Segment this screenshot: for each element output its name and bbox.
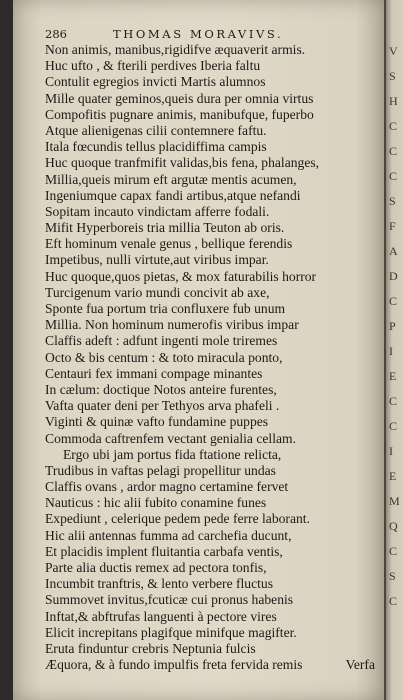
- verse-line: Sponte fua portum tria confluxere fub unum: [45, 301, 286, 316]
- verse-line: Commoda caftrenfem vectant genialia cellam.: [45, 430, 296, 446]
- margin-letter: E: [389, 369, 397, 383]
- verse-line: Trudibus in vaftas pelagi propellitur undas: [45, 462, 276, 478]
- verse-line: Inftat,& abftrufas languenti à pectore vires: [45, 608, 277, 624]
- verse-line: Et placidis implent fluitantia carbafa ventis,: [45, 543, 283, 559]
- verse-line: Millia,queis mirum eft argutæ mentis acumen,: [45, 171, 297, 187]
- verse-line: Mille quater geminos,queis dura per omnia virtus: [45, 90, 314, 106]
- margin-letter: P: [389, 319, 396, 333]
- verse-line: Claffis adeft : adfunt ingenti mole triremes: [45, 333, 278, 349]
- verse-line: Huc ufto , & fterili perdives Iberia faltu: [45, 58, 261, 74]
- margin-letter: H: [389, 94, 398, 108]
- verse-line: Vafta quater deni per Tethyos arva phafeli .: [45, 398, 280, 414]
- verse-line: Incumbit tranftris, & lento verbere fluctus: [45, 576, 274, 592]
- verse-line: Nauticus : hic alii fubito conamine funes: [45, 495, 267, 511]
- verse-line: Millia. Non hominum numerofis viribus impar: [45, 317, 299, 333]
- verse-line: Non animis, manibus,rigidifve æquaverit armis.: [45, 42, 306, 57]
- verse-line: Itala fœcundis tellus placidiffima campis: [45, 139, 267, 155]
- verse-line: Sopitam incauto vindictam afferre fodali.: [45, 203, 270, 219]
- verse-line: Viginti & quinæ vafto fundamine puppes: [45, 414, 269, 430]
- facing-page-margin-letters: [389, 44, 403, 619]
- verse-line: Summovet invitus,fcuticæ cui pronus habenis: [45, 592, 294, 608]
- margin-letter: F: [389, 219, 396, 233]
- margin-letter: S: [389, 569, 396, 583]
- verse-line: In cælum: doctique Notos anteire furentes,: [45, 381, 277, 397]
- margin-letter: S: [389, 69, 396, 83]
- running-head: [45, 27, 375, 43]
- verse-line: Eruta finduntur crebris Neptunia fulcis: [45, 640, 256, 656]
- verse-line: Huc quoque,quos pietas, & mox faturabilis horror: [45, 268, 317, 284]
- margin-letter: V: [389, 44, 398, 58]
- verse-line: Contulit egregios invicti Martis alumnos: [45, 74, 266, 90]
- verse-text: [45, 42, 381, 673]
- verse-line: Compofitis pugnare animis, manibufque, fuperbo: [45, 106, 314, 122]
- margin-letter: A: [389, 244, 398, 258]
- verse-line: Mifit Hyperboreis tria millia Teuton ab oris.: [45, 220, 285, 236]
- verse-line: Ergo ubi jam portus fida ftatione relicta,: [63, 446, 282, 462]
- verse-line: Centauri fex immani compage minantes: [45, 365, 263, 381]
- verse-line: Eft hominum venale genus , bellique ferendis: [45, 236, 293, 252]
- verse-line: Parte alia ductis remex ad pectora tonfis,: [45, 560, 267, 575]
- margin-letter: C: [389, 594, 398, 608]
- verse-line: Ingeniumque capax fandi artibus,atque nefandi: [45, 187, 301, 203]
- verse-line: Hic alii antennas fumma ad carchefia ducunt,: [45, 527, 292, 543]
- verse-line: Expediunt , celerique pedem pede ferre laborant.: [45, 511, 310, 527]
- margin-letter: I: [389, 444, 393, 458]
- catchword: Verfa: [345, 657, 375, 672]
- verse-line: Elicit increpitans plagifque minifque magifter.: [45, 624, 297, 640]
- verse-line: Claffis ovans , ardor magno certamine fervet: [45, 479, 289, 495]
- margin-letter: C: [389, 394, 398, 408]
- verse-line: Octo & bis centum : & toto miracula ponto,: [45, 349, 283, 365]
- margin-letter: D: [389, 269, 398, 283]
- verse-line: Atque alienigenas cilii contemnere faftu.: [45, 122, 267, 138]
- margin-letter: M: [389, 494, 400, 508]
- margin-letter: S: [389, 194, 396, 208]
- margin-letter: C: [389, 144, 398, 158]
- margin-letter: C: [389, 419, 398, 433]
- page-number: 286: [45, 27, 67, 41]
- margin-letter: E: [389, 469, 397, 483]
- margin-letter: C: [389, 169, 398, 183]
- margin-letter: C: [389, 294, 398, 308]
- verse-line: Huc quoque tranfmifit validas,bis fena, phalanges,: [45, 155, 320, 171]
- margin-letter: C: [389, 544, 398, 558]
- margin-letter: C: [389, 119, 398, 133]
- running-title: THOMAS MORAVIVS.: [113, 27, 284, 41]
- verse-line: Impetibus, nulli virtute,aut viribus impar.: [45, 252, 269, 268]
- verse-line: Turcigenum vario mundi concivit ab axe,: [45, 284, 270, 300]
- margin-letter: I: [389, 344, 393, 358]
- margin-letter: Q: [389, 519, 398, 533]
- verse-line: Æquora, & à fundo impulfis freta fervida remis: [45, 657, 303, 673]
